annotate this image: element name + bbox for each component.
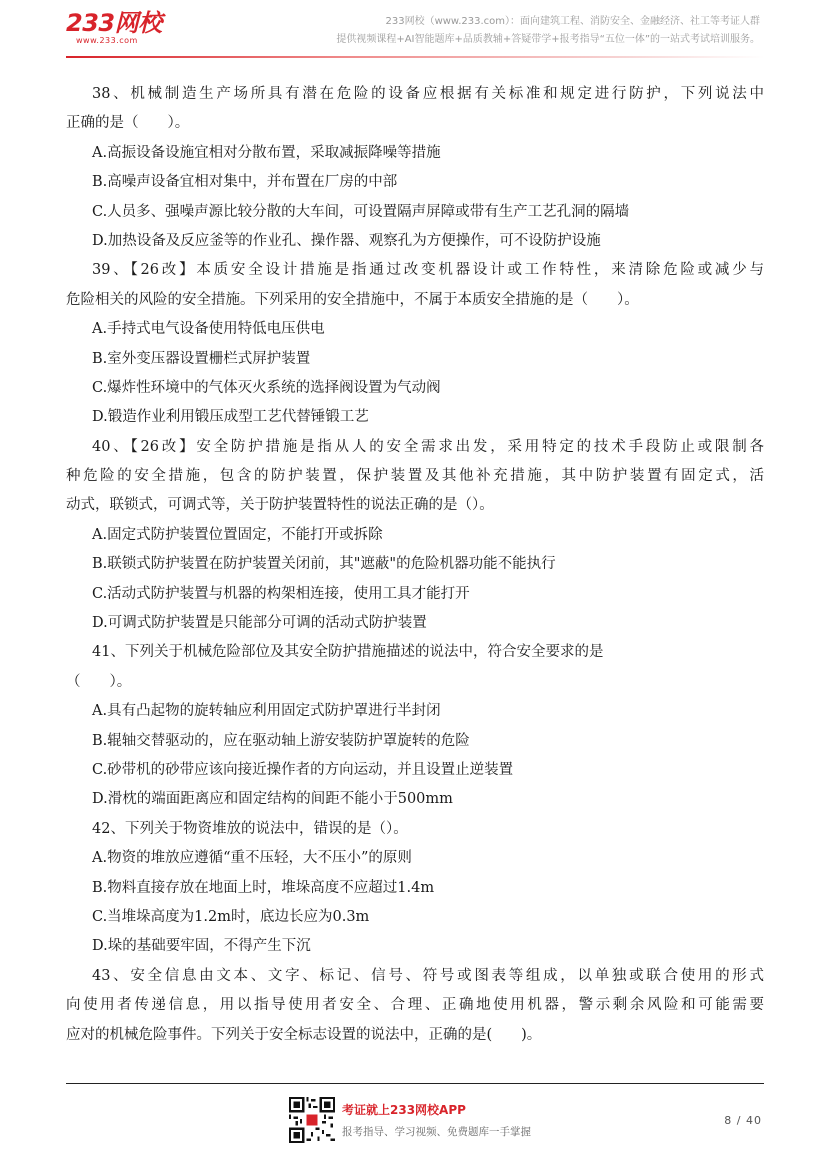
q38-option-d: D.加热设备及反应釜等的作业孔、操作器、观察孔为方便操作，可不设防护设施	[92, 232, 601, 249]
q42-option-b: B.物料直接存放在地面上时，堆垛高度不应超过1.4m	[92, 879, 435, 896]
q42-option-d: D.垛的基础要牢固，不得产生下沉	[92, 938, 311, 955]
q38-option-c: C.人员多、强噪声源比较分散的大车间，可设置隔声屏障或带有生产工艺孔洞的隔墙	[92, 203, 630, 220]
q43-stem-line-1: 43、安全信息由文本、文字、标记、信号、符号或图表等组成，以单独或联合使用的形式	[92, 967, 764, 984]
page-header	[0, 0, 830, 60]
q39-option-b: B.室外变压器设置栅栏式屏护装置	[92, 350, 311, 367]
q40-stem-line-2: 种危险的安全措施，包含的防护装置，保护装置及其他补充措施，其中防护装置有固定式，活	[66, 468, 764, 485]
q40-option-d: D.可调式防护装置是只能部分可调的活动式防护装置	[92, 615, 427, 632]
q39-option-a: A.手持式电气设备使用特低电压供电	[92, 321, 325, 338]
page-number: 8 / 40	[724, 1114, 762, 1127]
q40-stem-line-1: 40、【26改】安全防护措施是指从人的安全需求出发，采用特定的技术手段防止或限制各	[92, 438, 764, 455]
q40-option-c: C.活动式防护装置与机器的构架相连接，使用工具才能打开	[92, 585, 470, 602]
q42-option-a: A.物资的堆放应遵循“重不压轻，大不压小”的原则	[92, 850, 412, 867]
q39-option-d: D.锻造作业利用锻压成型工艺代替锤锻工艺	[92, 409, 369, 426]
q42-stem-line-1: 42、下列关于物资堆放的说法中，错误的是（）。	[92, 820, 408, 837]
tagline-line-2: 提供视频课程+AI智能题库+品质教辅+答疑带学+报考指导“五位一体”的一站式考试培训服务。	[336, 34, 760, 45]
q39-stem-line-2: 危险相关的风险的安全措施。下列采用的安全措施中，不属于本质安全措施的是（ ）。	[66, 291, 639, 308]
q38-option-a: A.高振设备设施宜相对分散布置，采取减振降噪等措施	[92, 144, 441, 161]
q38-option-b: B.高噪声设备宜相对集中，并布置在厂房的中部	[92, 174, 398, 191]
app-promo-subtitle: 报考指导、学习视频、免费题库一手掌握	[342, 1126, 531, 1138]
app-promo-title: 考证就上233网校APP	[342, 1103, 466, 1117]
footer-divider	[66, 1083, 764, 1084]
q40-option-b: B.联锁式防护装置在防护装置关闭前，其"遮蔽"的危险机器功能不能执行	[92, 556, 556, 573]
q43-stem-line-3: 应对的机械危险事件。下列关于安全标志设置的说法中，正确的是( )。	[66, 1026, 542, 1043]
header-tagline	[336, 13, 760, 49]
logo-url: www.233.com	[76, 36, 138, 45]
q40-stem-line-3: 动式，联锁式，可调式等，关于防护装置特性的说法正确的是（）。	[66, 497, 494, 514]
q42-option-c: C.当堆垛高度为1.2m时，底边长应为0.3m	[92, 908, 370, 925]
qr-code-icon	[289, 1097, 335, 1143]
q40-option-a: A.固定式防护装置位置固定，不能打开或拆除	[92, 526, 383, 543]
q41-stem-line-2: （ ）。	[66, 673, 132, 690]
q41-option-a: A.具有凸起物的旋转轴应利用固定式防护罩进行半封闭	[92, 703, 441, 720]
q41-option-d: D.滑枕的端面距离应和固定结构的间距不能小于500mm	[92, 791, 453, 808]
brand-logo	[66, 10, 162, 46]
q39-stem-line-1: 39、【26改】本质安全设计措施是指通过改变机器设计或工作特性，来清除危险或减少与	[92, 262, 764, 279]
header-divider	[66, 56, 764, 58]
document-body	[66, 80, 764, 1050]
logo-text: 233网校	[66, 9, 162, 37]
q41-stem-line-1: 41、下列关于机械危险部位及其安全防护措施描述的说法中，符合安全要求的是	[92, 644, 604, 661]
q38-stem-line-1: 38、机械制造生产场所具有潜在危险的设备应根据有关标准和规定进行防护，下列说法中	[92, 86, 764, 102]
q43-stem-line-2: 向使用者传递信息，用以指导使用者安全、合理、正确地使用机器，警示剩余风险和可能需要	[66, 997, 764, 1014]
q38-stem-line-2: 正确的是（ ）。	[66, 115, 190, 132]
q39-option-c: C.爆炸性环境中的气体灭火系统的选择阀设置为气动阀	[92, 379, 441, 396]
tagline-line-1: 233网校（www.233.com）：面向建筑工程、消防安全、金融经济、社工等考证人群	[385, 16, 760, 27]
q41-option-b: B.辊轴交替驱动的，应在驱动轴上游安装防护罩旋转的危险	[92, 732, 470, 749]
q41-option-c: C.砂带机的砂带应该向接近操作者的方向运动，并且设置止逆装置	[92, 761, 514, 778]
